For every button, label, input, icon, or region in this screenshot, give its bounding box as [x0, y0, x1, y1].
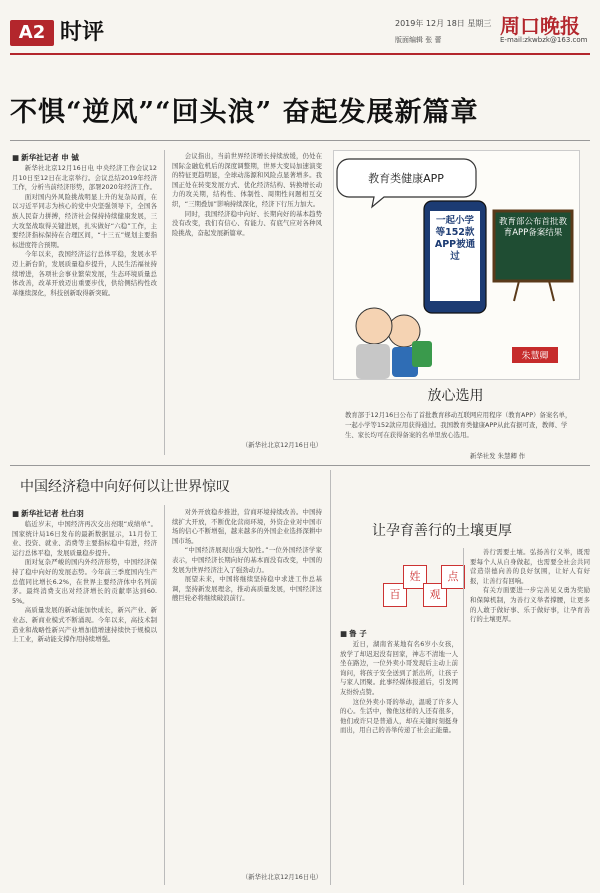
article3-column-2	[470, 548, 590, 885]
masthead-rule	[10, 53, 590, 55]
logo-char: 观	[423, 583, 447, 607]
column-divider	[330, 470, 331, 885]
illustration-credit: 新华社发 朱慧卿 作	[470, 452, 526, 460]
blackboard-text: 教育部公布首批教育APP备案结果	[499, 217, 567, 238]
speech-bubble-text: 教育类健康APP	[368, 172, 444, 185]
editor-line: 版面编辑 张 蕾	[395, 36, 442, 44]
email-line: E-mail:zkwbzk@163.com	[500, 36, 588, 44]
parent-head-shape	[356, 308, 392, 344]
article2-column-1	[12, 520, 157, 882]
article3-paragraph: 善行需要土壤。弘扬善行义举，既需要每个人从自身做起，也需要全社会共同营造崇德向善的良好氛围，让好人有好报，让善行有回响。	[470, 548, 590, 585]
child-backpack-shape	[412, 341, 432, 367]
cartoon-svg	[334, 151, 579, 379]
article1-byline: ■ 新华社记者 申 铖	[12, 152, 79, 163]
article2-title: 中国经济稳中向好何以让世界惊叹	[20, 479, 230, 495]
section-rule	[10, 465, 590, 466]
article1-paragraph: 今年以来，我国经济运行总体平稳，发展水平迈上新台阶，发展质量稳步提升，人民生活福祉持续增进，各项社会事业繁荣发展，生态环境质量总体改善，改革开放迈出重要步伐，供给侧结构性改革继续深化，科技创新取得新突破。	[12, 250, 157, 297]
parent-body-shape	[356, 344, 390, 379]
cartoon-illustration	[333, 150, 580, 380]
illustration-note: 教育部于12月16日公布了首批教育移动互联网应用程序（教育APP）备案名单，一起小学等152款应用获得通过。我国教育类健康APP从此有据可查，教师、学生、家长均可在获得备案的名单里放心选用。	[345, 411, 572, 439]
article1-paragraph: 面对国内外风险挑战明显上升的复杂局面，在以习近平同志为核心的党中央坚强领导下，全国各族人民奋力拼搏，经济社会保持持续健康发展，三大攻坚战取得关键进展，扎实做好“六稳”工作，主要经济指标保持在合理区间，“十三五”规划主要指标进度符合预期。	[12, 192, 157, 249]
article2-paragraph: 高质量发展的新动能加快成长，新兴产业、新业态、新商业模式不断涌现。今年以来，高技术制造业和战略性新兴产业增加值增速持续快于规模以上工业，新动能支撑作用持续增强。	[12, 606, 157, 644]
article3-column-1	[340, 640, 458, 885]
baixing-guandian-logo	[383, 555, 465, 615]
article2-paragraph: 临近岁末，中国经济再次交出亮眼“成绩单”。国家统计局16日发布的最新数据显示，11月份工业、投资、就业、消费等主要指标稳中有进，经济运行总体平稳，发展质量稳步提升。	[12, 520, 157, 557]
article2-paragraph: 展望未来，中国将继续坚持稳中求进工作总基调，坚持新发展理念，推动高质量发展，中国经济这艘巨轮必将继续破浪前行。	[172, 575, 322, 603]
article1-paragraph: 同时，我国经济稳中向好、长期向好的基本趋势没有改变，我们有信心、有能力、有底气应对各种风险挑战，奋起发展新篇章。	[172, 209, 322, 237]
article3-paragraph: 近日，湖南省某地有名6岁小女孩，放学了却迟迟没有回家，神志不清地一人坐在路边，一位外卖小哥发现后主动上前询问，将孩子安全送到了派出所，让孩子与家人团聚。此事经媒体报道后，引发网友纷纷点赞。	[340, 640, 458, 696]
article3-paragraph: 这位外卖小哥的举动，温暖了许多人的心。生活中，像他这样的人还有很多，他们或许只是普通人，却在关键时刻挺身而出，用自己的善举传递了社会正能量。	[340, 697, 458, 735]
article2-paragraph: 面对复杂严峻的国内外经济形势，中国经济保持了稳中向好的发展态势。今年前三季度国内生产总值同比增长6.2%，在世界主要经济体中名列前茅。最终消费支出对经济增长的贡献率达到60.5%。	[12, 558, 157, 605]
article3-byline: ■ 鲁 子	[340, 628, 367, 639]
logo-char: 姓	[403, 565, 427, 589]
logo-char: 点	[441, 565, 465, 589]
column-divider	[164, 505, 165, 885]
article3-paragraph: 有关方面要进一步完善见义勇为奖励和保障机制，为善行义举者撑腰，让更多的人敢于做好事、乐于做好事，让孕育善行的土壤更厚。	[470, 586, 590, 624]
article1-column-2	[172, 152, 322, 430]
column-divider	[164, 150, 165, 455]
headline-rule	[10, 140, 590, 141]
logo-char: 百	[383, 583, 407, 607]
article2-paragraph: 对外开放稳步推进，营商环境持续改善。中国持续扩大开放，不断优化营商环境，外资企业对中国市场的信心不断增强，越来越多的外国企业选择深耕中国市场。	[172, 508, 322, 545]
article2-column-2	[172, 508, 322, 864]
signature-text: 朱慧卿	[521, 351, 549, 362]
article2-byline: ■ 新华社记者 杜白羽	[12, 508, 84, 519]
article1-paragraph: 新华社北京12月16日电 中央经济工作会议12月10日至12日在北京举行。会议总结2019年经济工作，分析当前经济形势，部署2020年经济工作。	[12, 164, 157, 192]
phone-screen-text: 一起小学等152款APP被通过	[434, 215, 476, 262]
masthead	[0, 0, 600, 56]
publication-date: 2019年 12月 18日 星期三	[395, 19, 492, 28]
paper-name: 周口晚报	[500, 14, 580, 38]
illustration-caption-title: 放心选用	[427, 388, 484, 404]
article1-column-1	[12, 164, 157, 447]
section-badge: A2	[10, 20, 54, 46]
article2-dateline: （新华社北京12月16日电）	[241, 873, 322, 881]
main-headline: 不惧“逆风”“回头浪” 奋起发展新篇章	[10, 97, 479, 128]
section-name: 时评	[60, 20, 105, 45]
article3-title: 让孕育善行的土壤更厚	[372, 523, 512, 539]
article1-dateline: （新华社北京12月16日电）	[241, 441, 322, 449]
column-divider	[463, 548, 464, 885]
article2-paragraph: “中国经济展现出强大韧性。”一位外国经济学家表示，中国经济长期向好的基本面没有改变，中国的发展为世界经济注入了强劲动力。	[172, 546, 322, 574]
article1-paragraph: 会议指出，当前世界经济增长持续放缓，仍处在国际金融危机后的深度调整期，世界大变局加速演变的特征更趋明显，全球动荡源和风险点显著增多。我国正处在转变发展方式、优化经济结构、转换增长动力的攻关期，结构性、体制性、周期性问题相互交织，“三期叠加”影响持续深化，经济下行压力加大。	[172, 152, 322, 208]
